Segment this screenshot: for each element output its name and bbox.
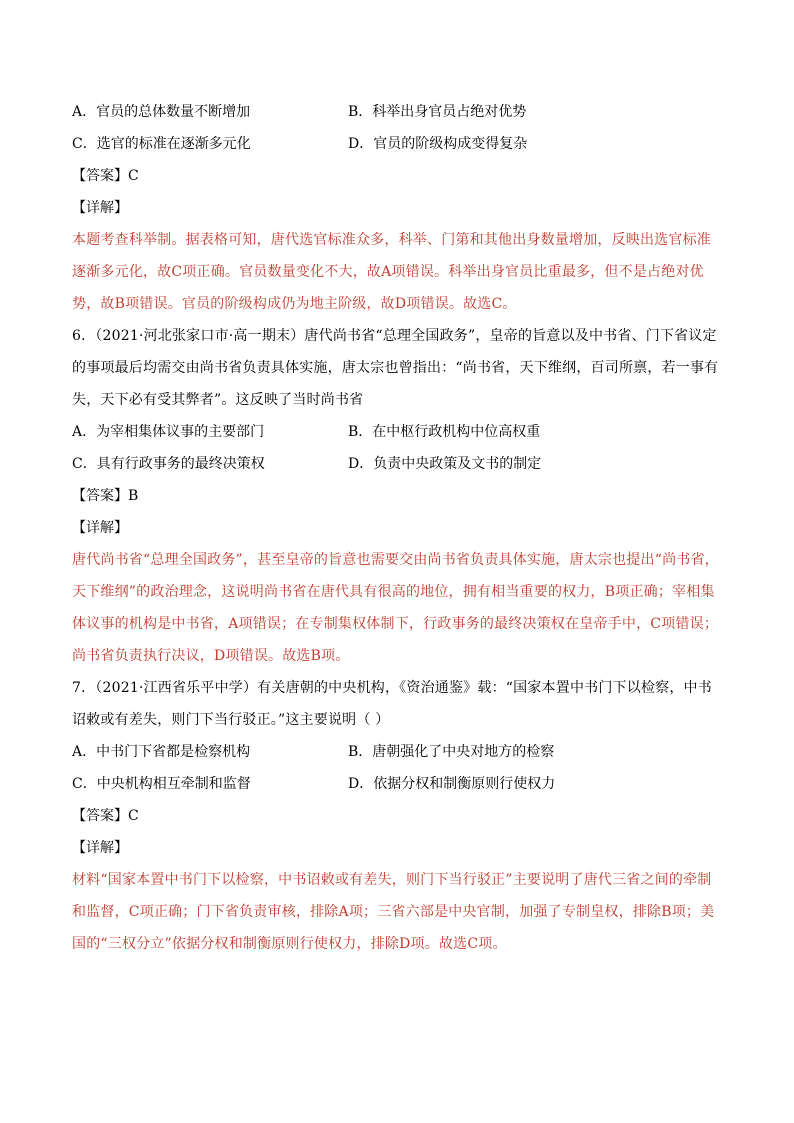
q5-options-row-1 bbox=[72, 96, 724, 128]
q6-answer-label: 【答案】 bbox=[72, 488, 128, 504]
q6-explanation: 唐代尚书省“总理全国政务”，甚至皇帝的旨意也需要交由尚书省负责具体实施，唐太宗也提出“尚书省，天下维纲”的政治理念，这说明尚书省在唐代具有很高的地位，拥有相当重要的权力，B项正确；宰相集体议事的机构是中书省，A项错误；在专制集权体制下，行政事务的最终决策权在皇帝手中，C项错误；尚书省负责执行决议，D项错误。故选B项。 bbox=[72, 552, 719, 664]
q6-option-b: B．在中枢行政机构中位高权重 bbox=[348, 424, 541, 440]
q5-detail-heading bbox=[72, 192, 724, 224]
q7-options-row-2 bbox=[72, 768, 724, 800]
q6-answer bbox=[72, 480, 724, 512]
q6-detail-heading bbox=[72, 512, 724, 544]
q6-option-d: D．负责中央政策及文书的制定 bbox=[348, 456, 542, 472]
q7-answer bbox=[72, 800, 724, 832]
q7-option-d: D．依据分权和制衡原则行使权力 bbox=[348, 776, 556, 792]
q5-option-b: B．科举出身官员占绝对优势 bbox=[348, 104, 527, 120]
q5-answer-value: C bbox=[128, 168, 139, 184]
q7-option-c: C．中央机构相互牵制和监督 bbox=[72, 776, 251, 792]
q6-options-row-2 bbox=[72, 448, 724, 480]
q7-options-row-1 bbox=[72, 736, 724, 768]
q6-stem: 6．（2021·河北张家口市·高一期末）唐代尚书省“总理全国政务”，皇帝的旨意以及中书省、门下省议定的事项最后均需交由尚书省负责具体实施，唐太宗也曾指出：“尚书省，天下维纲，百司所禀，若一事有失，天下必有受其弊者”。这反映了当时尚书省 bbox=[72, 328, 719, 408]
q7-option-b: B．唐朝强化了中央对地方的检察 bbox=[348, 744, 555, 760]
q6-detail-label: 【详解】 bbox=[72, 520, 128, 536]
q7-answer-label: 【答案】 bbox=[72, 808, 128, 824]
q7-detail-heading bbox=[72, 832, 724, 864]
q6-option-a: A．为宰相集体议事的主要部门 bbox=[72, 424, 265, 440]
q5-answer bbox=[72, 160, 724, 192]
q7-option-a: A．中书门下省都是检察机构 bbox=[72, 744, 251, 760]
q5-options-row-2 bbox=[72, 128, 724, 160]
q5-option-d: D．官员的阶级构成变得复杂 bbox=[348, 136, 528, 152]
q6-option-c: C．具有行政事务的最终决策权 bbox=[72, 456, 265, 472]
q7-explanation: 材料“国家本置中书门下以检察，中书诏敕或有差失，则门下当行驳正”主要说明了唐代三省之间的牵制和监督，C项正确；门下省负责审核，排除A项；三省六部是中央官制，加强了专制皇权，排除B项；美国的“三权分立”依据分权和制衡原则行使权力，排除D项。故选C项。 bbox=[72, 872, 715, 952]
q5-detail-label: 【详解】 bbox=[72, 200, 128, 216]
q6-options-row-1 bbox=[72, 416, 724, 448]
q5-explanation: 本题考查科举制。据表格可知，唐代选官标准众多，科举、门第和其他出身数量增加，反映出选官标准逐渐多元化，故C项正确。官员数量变化不大，故A项错误。科举出身官员比重最多，但不是占绝对优势，故B项错误。官员的阶级构成仍为地主阶级，故D项错误。故选C。 bbox=[72, 232, 711, 312]
q5-option-a: A．官员的总体数量不断增加 bbox=[72, 104, 251, 120]
q6-answer-value: B bbox=[128, 488, 139, 504]
q5-option-c: C．选官的标准在逐渐多元化 bbox=[72, 136, 251, 152]
q7-answer-value: C bbox=[128, 808, 139, 824]
q7-stem: 7．（2021·江西省乐平中学）有关唐朝的中央机构，《资治通鉴》载：“国家本置中书门下以检察，中书诏敕或有差失，则门下当行驳正。”这主要说明（ ） bbox=[72, 680, 712, 728]
document-page bbox=[72, 96, 724, 960]
q7-detail-label: 【详解】 bbox=[72, 840, 128, 856]
q5-answer-label: 【答案】 bbox=[72, 168, 128, 184]
